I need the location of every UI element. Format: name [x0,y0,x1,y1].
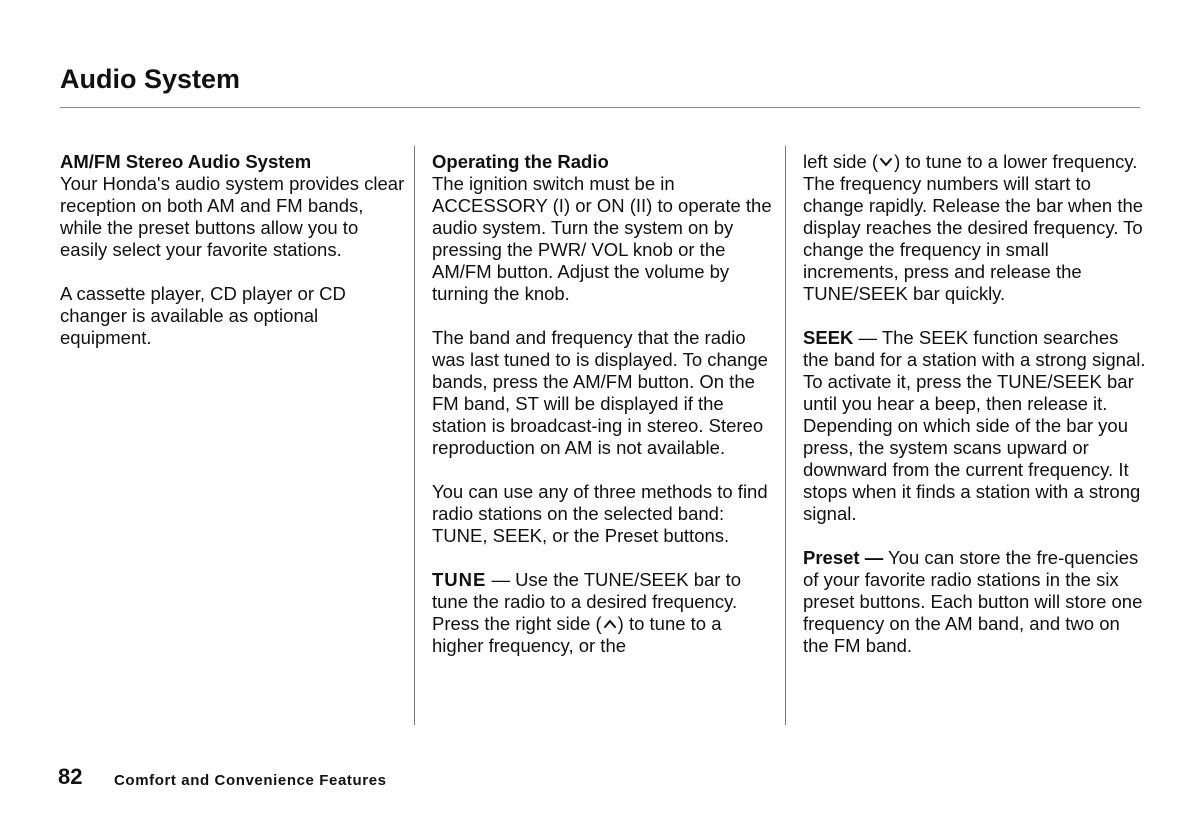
tune-text-b: ) to tune to a higher frequency, or the [432,613,722,656]
operating-paragraph-2: The band and frequency that the radio was last tuned to is displayed. To change bands, press the AM/FM button. On the FM band, ST will be displayed if the station is broadcast-ing in stereo. Stereo reproduction on AM is not available. [432,327,768,458]
chevron-down-icon [878,155,894,169]
seek-label: SEEK [803,327,854,348]
seek-text: — The SEEK function searches the band for a station with a strong signal. To activate it, press the TUNE/SEEK bar until you hear a beep, then release it. Depending on which side of the bar you press, the system scans upward or downward from the current frequency. It stops when it finds a station with a strong signal. [803,327,1146,524]
tune-text-a: — Use the TUNE/SEEK bar to tune the radio to a desired frequency. Press the right side ( [432,569,742,634]
title-divider [60,107,1140,108]
column-divider-1 [414,146,415,725]
operating-paragraph-1: The ignition switch must be in ACCESSORY (I) or ON (II) to operate the audio system. Turn the system on by pressing the PWR/ VOL knob or the AM/FM button. Adjust the volume by turning the knob. [432,173,772,304]
intro-paragraph-1: Your Honda's audio system provides clear reception on both AM and FM bands, while the preset buttons allow you to easily select your favorite stations. [60,173,405,260]
preset-label: Preset — [803,547,884,568]
preset-paragraph [803,547,1148,657]
column-divider-2 [785,146,786,725]
column-intro [60,151,405,371]
column-tune-seek-preset [803,151,1148,679]
tune-label: TUNE [432,569,487,590]
page-number: 82 [58,764,83,789]
intro-section [60,151,405,261]
operating-section [432,151,777,305]
tune-continued-paragraph [803,151,1148,305]
preset-text: You can store the fre-quencies of your favorite radio stations in the six preset buttons. Each button will store one frequency on the AM band, and two on the FM band. [803,547,1143,656]
section-heading-operating: Operating the Radio [432,151,609,172]
operating-paragraph-3: You can use any of three methods to find radio stations on the selected band: TUNE, SEEK, or the Preset buttons. [432,481,768,546]
seek-paragraph [803,327,1148,525]
footer-section-name: Comfort and Convenience Features [114,772,387,789]
section-heading-am-fm: AM/FM Stereo Audio System [60,151,312,172]
tune-cont-a: left side ( [803,151,879,172]
tune-cont-b: ) to tune to a lower frequency. The frequency numbers will start to change rapidly. Release the bar when the display reaches the desired frequency. To change the frequency in small increments, press and release the TUNE/SEEK bar quickly. [803,151,1144,304]
column-operating [432,151,777,679]
page-title: Audio System [60,64,241,94]
chevron-up-icon [602,617,618,631]
tune-paragraph [432,569,777,657]
intro-paragraph-2: A cassette player, CD player or CD changer is available as optional equipment. [60,283,346,348]
